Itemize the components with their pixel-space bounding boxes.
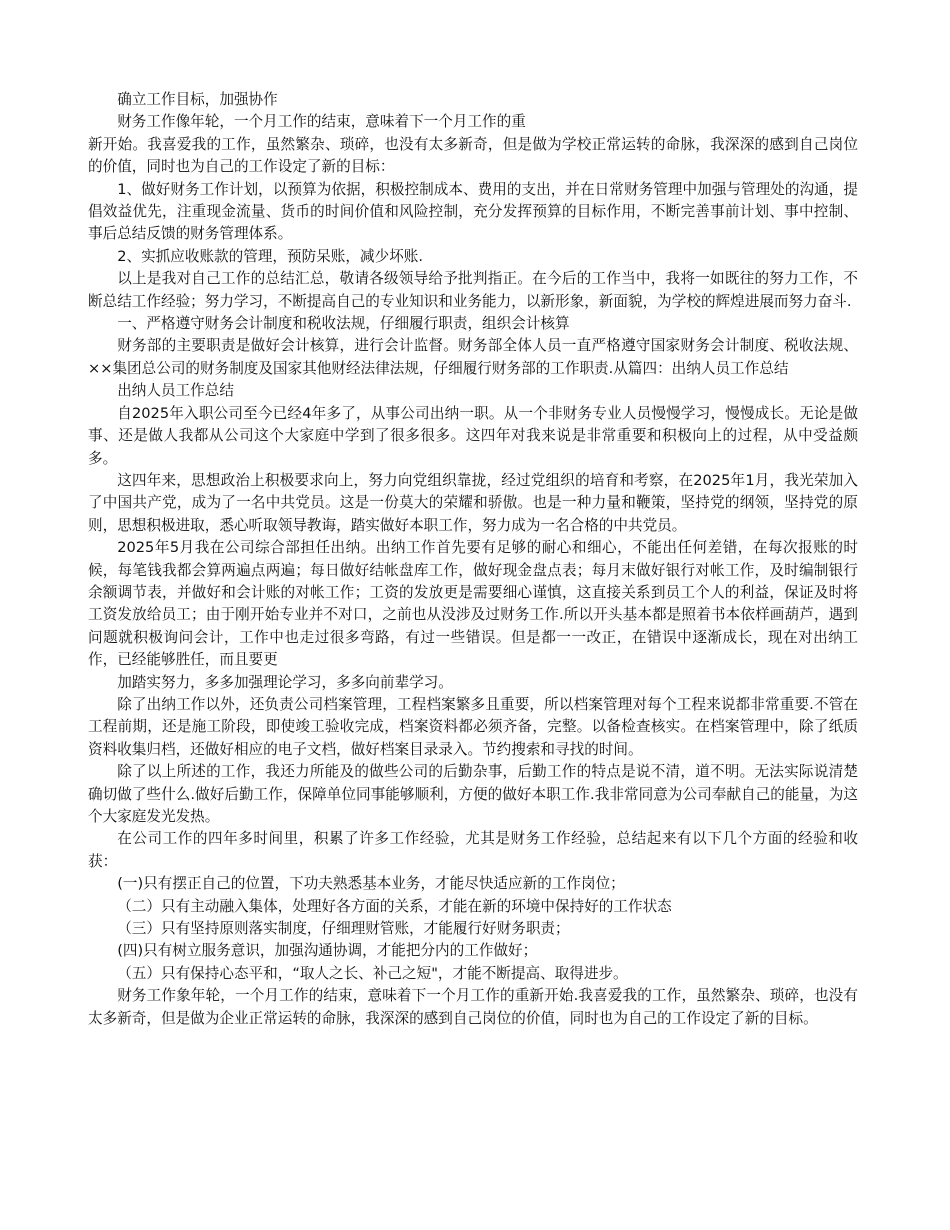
paragraph: 2、实抓应收账款的管理，预防呆账，减少坏账. xyxy=(117,247,423,265)
paragraph: 自2025年入职公司至今已经4年多了，从事公司出纳一职。从一个非财务专业人员慢慢学习，慢慢成长。无论是做事、还是做人我都从公司这个大家庭中学到了很多很多。这四年对我来说是非常重要和积极向上的过程，从中受益颇多。 xyxy=(88,404,858,467)
paragraph: 以上是我对自己工作的总结汇总，敬请各级领导给予批判指正。在今后的工作当中，我将一如既往的努力工作，不断总结工作经验；努力学习，不断提高自己的专业知识和业务能力，以新形象，新面貌，为学校的辉煌进展而努力奋斗. xyxy=(88,270,858,310)
list-item: (一)只有摆正自己的位置，下功夫熟悉基本业务，才能尽快适应新的工作岗位； xyxy=(117,875,625,893)
paragraph: 这四年来，思想政治上积极要求向上，努力向党组织靠拢，经过党组织的培育和考察，在2025年1月，我光荣加入了中国共产党，成为了一名中共党员。这是一份莫大的荣耀和骄傲。也是一种力量和鞭策，坚持党的纲领，坚持党的原则，思想积极进取，悉心听取领导教诲，踏实做好本职工作，努力成为一名合格的中共党员。 xyxy=(88,471,858,534)
list-item: （二）只有主动融入集体，处理好各方面的关系，才能在新的环境中保持好的工作状态 xyxy=(117,897,672,915)
paragraph: 财务工作象年轮，一个月工作的结束，意味着下一个月工作的重新开始.我喜爱我的工作，虽然繁杂、琐碎，也没有太多新奇，但是做为企业正常运转的命脉，我深深的感到自己岗位的价值，同时也为自己的工作设定了新的目标。 xyxy=(88,987,858,1027)
paragraph: 财务工作像年轮，一个月工作的结束，意味着下一个月工作的重 xyxy=(117,113,526,131)
paragraph: 2025年5月我在公司综合部担任出纳。出纳工作首先要有足够的耐心和细心，不能出任何差错，在每次报账的时候，每笔钱我都会算两遍点两遍；每日做好结帐盘库工作，做好现金盘点表；每月末做好银行对帐工作，及时编制银行余额调节表，并做好和会计账的对帐工作；工资的发放更是需要细心谨慎，这直接关系到员工个人的利益，保证及时将工资发放给员工；由于刚开始专业并不对口，之前也从没涉及过财务工作.所以开头基本都是照着书本依样画葫芦，遇到问题就积极询问会计，工作中也走过很多弯路，有过一些错误。但是都一一改正，在错误中逐渐成长，现在对出纳工作，已经能够胜任，而且要更 xyxy=(88,539,858,669)
paragraph: 除了出纳工作以外，还负责公司档案管理，工程档案繁多且重要，所以档案管理对每个工程来说都非常重要.不管在工程前期，还是施工阶段，即使竣工验收完成，档案资料都必须齐备，完整。以备检查核实。在档案管理中，除了纸质资料收集归档，还做好相应的电子文档，做好档案目录录入。节约搜索和寻找的时间。 xyxy=(88,695,858,758)
paragraph: 一、严格遵守财务会计制度和税收法规，仔细履行职责，组织会计核算 xyxy=(117,315,570,333)
paragraph: 财务部的主要职责是做好会计核算，进行会计监督。财务部全体人员一直严格遵守国家财务会计制度、税收法规、××集团总公司的财务制度及国家其他财经法律法规，仔细履行财务部的工作职责.从篇四：出纳人员工作总结 xyxy=(88,337,858,377)
paragraph: 除了以上所述的工作，我还力所能及的做些公司的后勤杂事，后勤工作的特点是说不清，道不明。无法实际说清楚确切做了些什么.做好后勤工作，保障单位同事能够顺利，方便的做好本职工作.我非常同意为公司奉献自己的能量，为这个大家庭发光发热。 xyxy=(88,763,858,825)
list-item: （五）只有保持心态平和，“取人之长、补己之短"，才能不断提高、取得进步。 xyxy=(117,964,628,982)
list-item: （三）只有坚持原则落实制度，仔细理财管账，才能履行好财务职责； xyxy=(117,920,570,938)
paragraph: 确立工作目标，加强协作 xyxy=(117,91,278,108)
document-body xyxy=(88,89,858,1030)
paragraph: 出纳人员工作总结 xyxy=(117,382,234,400)
paragraph: 新开始。我喜爱我的工作，虽然繁杂、琐碎，也没有太多新奇，但是做为学校正常运转的命脉，我深深的感到自己岗位的价值，同时也为自己的工作设定了新的目标： xyxy=(88,135,858,176)
list-item: (四)只有树立服务意识，加强沟通协调，才能把分内的工作做好； xyxy=(117,942,538,960)
paragraph: 加踏实努力，多多加强理论学习，多多向前辈学习。 xyxy=(117,673,453,691)
paragraph: 在公司工作的四年多时间里，积累了许多工作经验，尤其是财务工作经验，总结起来有以下几个方面的经验和收获： xyxy=(88,830,858,870)
paragraph: 1、做好财务工作计划，以预算为依据，积极控制成本、费用的支出，并在日常财务管理中加强与管理处的沟通，提倡效益优先，注重现金流量、货币的时间价值和风险控制，充分发挥预算的目标作用，不断完善事前计划、事中控制、事后总结反馈的财务管理体系。 xyxy=(88,180,858,243)
